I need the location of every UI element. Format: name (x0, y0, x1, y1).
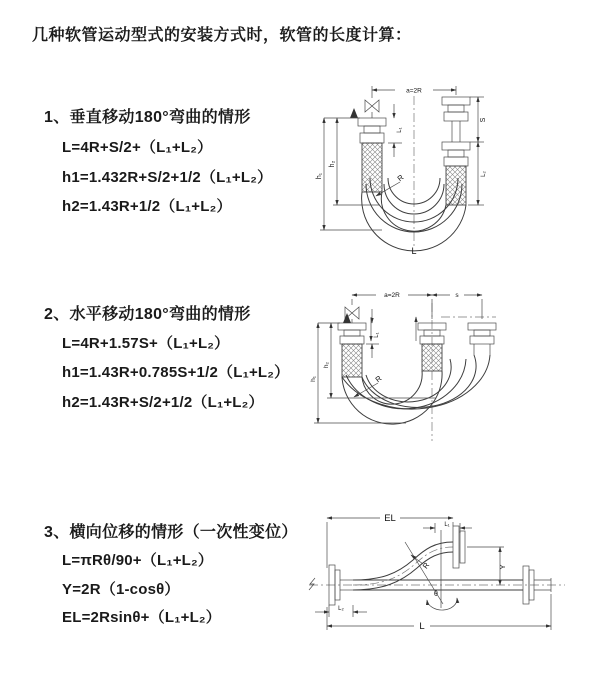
d1-braided-hose-left (362, 143, 382, 192)
section2-formula-h2: h2=1.43R+S/2+1/2（L₁+L₂） (62, 394, 264, 411)
d2-label-L1: L₁ (374, 332, 380, 338)
section1-formula-h2: h2=1.43R+1/2（L₁+L₂） (62, 198, 232, 215)
page-title: 几种软管运动型式的安装方式时，软管的长度计算： (32, 27, 412, 44)
diagram-lateral-displacement (303, 506, 597, 648)
d1-label-L1: L₁ (397, 127, 403, 133)
section2-formula-L: L=4R+1.57S+（L₁+L₂） (62, 335, 230, 352)
diagram-vertical-movement (310, 72, 590, 257)
d3-fitting-left-dimension (315, 605, 367, 617)
d2-hose-arcs (342, 355, 490, 424)
d3-offset-dimension (467, 547, 507, 585)
section3-formula-Y: Y=2R（1-cosθ） (62, 581, 180, 598)
d1-right-fitting (442, 97, 470, 205)
d3-label-L: L (419, 621, 425, 632)
d1-fitting-length-dimension (388, 104, 403, 157)
d1-label-S: S (480, 117, 487, 123)
d2-middle-fitting (418, 323, 446, 371)
d3-length-dimension (327, 594, 551, 632)
section2-heading: 2、水平移动180°弯曲的情形 (44, 306, 251, 323)
section1-formula-L: L=4R+S/2+（L₁+L₂） (62, 139, 213, 156)
section3-formula-EL: EL=2Rsinθ+（L₁+L₂） (62, 609, 221, 626)
d3-label-theta: θ (434, 591, 438, 598)
d2-braided-hose-middle (422, 344, 442, 371)
diagram-3-svg (303, 506, 597, 648)
d2-label-R: R (373, 373, 384, 385)
d3-upper-flange (453, 526, 465, 568)
section3-formula-L: L=πRθ/90+（L₁+L₂） (62, 552, 214, 569)
d2-fitting-length-dimension (366, 309, 380, 358)
section2-formula-h1: h1=1.43R+0.785S+1/2（L₁+L₂） (62, 364, 290, 381)
d1-right-dimensions (468, 97, 487, 205)
d1-top-dimension (372, 84, 456, 98)
d1-label-L: L (411, 246, 417, 256)
d3-label-EL: EL (384, 513, 396, 524)
d3-label-L2: L₂ (338, 606, 344, 612)
d3-label-Y: Y (498, 564, 507, 570)
diagram-1-svg (310, 72, 590, 257)
d1-label-h1: h₁ (316, 172, 323, 180)
d3-break-symbol (309, 578, 315, 590)
d2-braided-hose-left (342, 344, 362, 377)
section3-heading: 3、横向位移的情形（一次性变位） (44, 524, 298, 541)
section1-formula-h1: h1=1.432R+S/2+1/2（L₁+L₂） (62, 169, 273, 186)
d3-el-dimension (327, 511, 453, 571)
diagram-horizontal-movement (306, 283, 595, 448)
section1-heading: 1、垂直移动180°弯曲的情形 (44, 109, 251, 126)
diagram-2-svg (306, 283, 595, 448)
d2-label-h2: h₂ (323, 361, 330, 369)
d3-displaced-hose (353, 542, 453, 590)
d1-label-a2r: a=2R (406, 87, 422, 95)
d1-valve-icon (365, 100, 379, 118)
d2-right-fitting (468, 323, 496, 355)
d1-braided-hose-right (446, 166, 466, 205)
d2-label-s: s (455, 292, 459, 299)
d2-label-a2r: a=2R (384, 292, 400, 299)
d2-top-dimension (352, 290, 482, 320)
d1-label-L2: L₂ (481, 171, 487, 177)
d1-label-R: R (395, 172, 406, 184)
d2-label-h1: h₁ (310, 376, 317, 382)
d1-label-h2: h₂ (329, 160, 336, 168)
d1-left-fitting (350, 108, 386, 192)
d3-label-L1: L₁ (444, 522, 450, 528)
d3-label-R: R (420, 560, 432, 571)
d1-move-arrow-icon (350, 108, 358, 118)
